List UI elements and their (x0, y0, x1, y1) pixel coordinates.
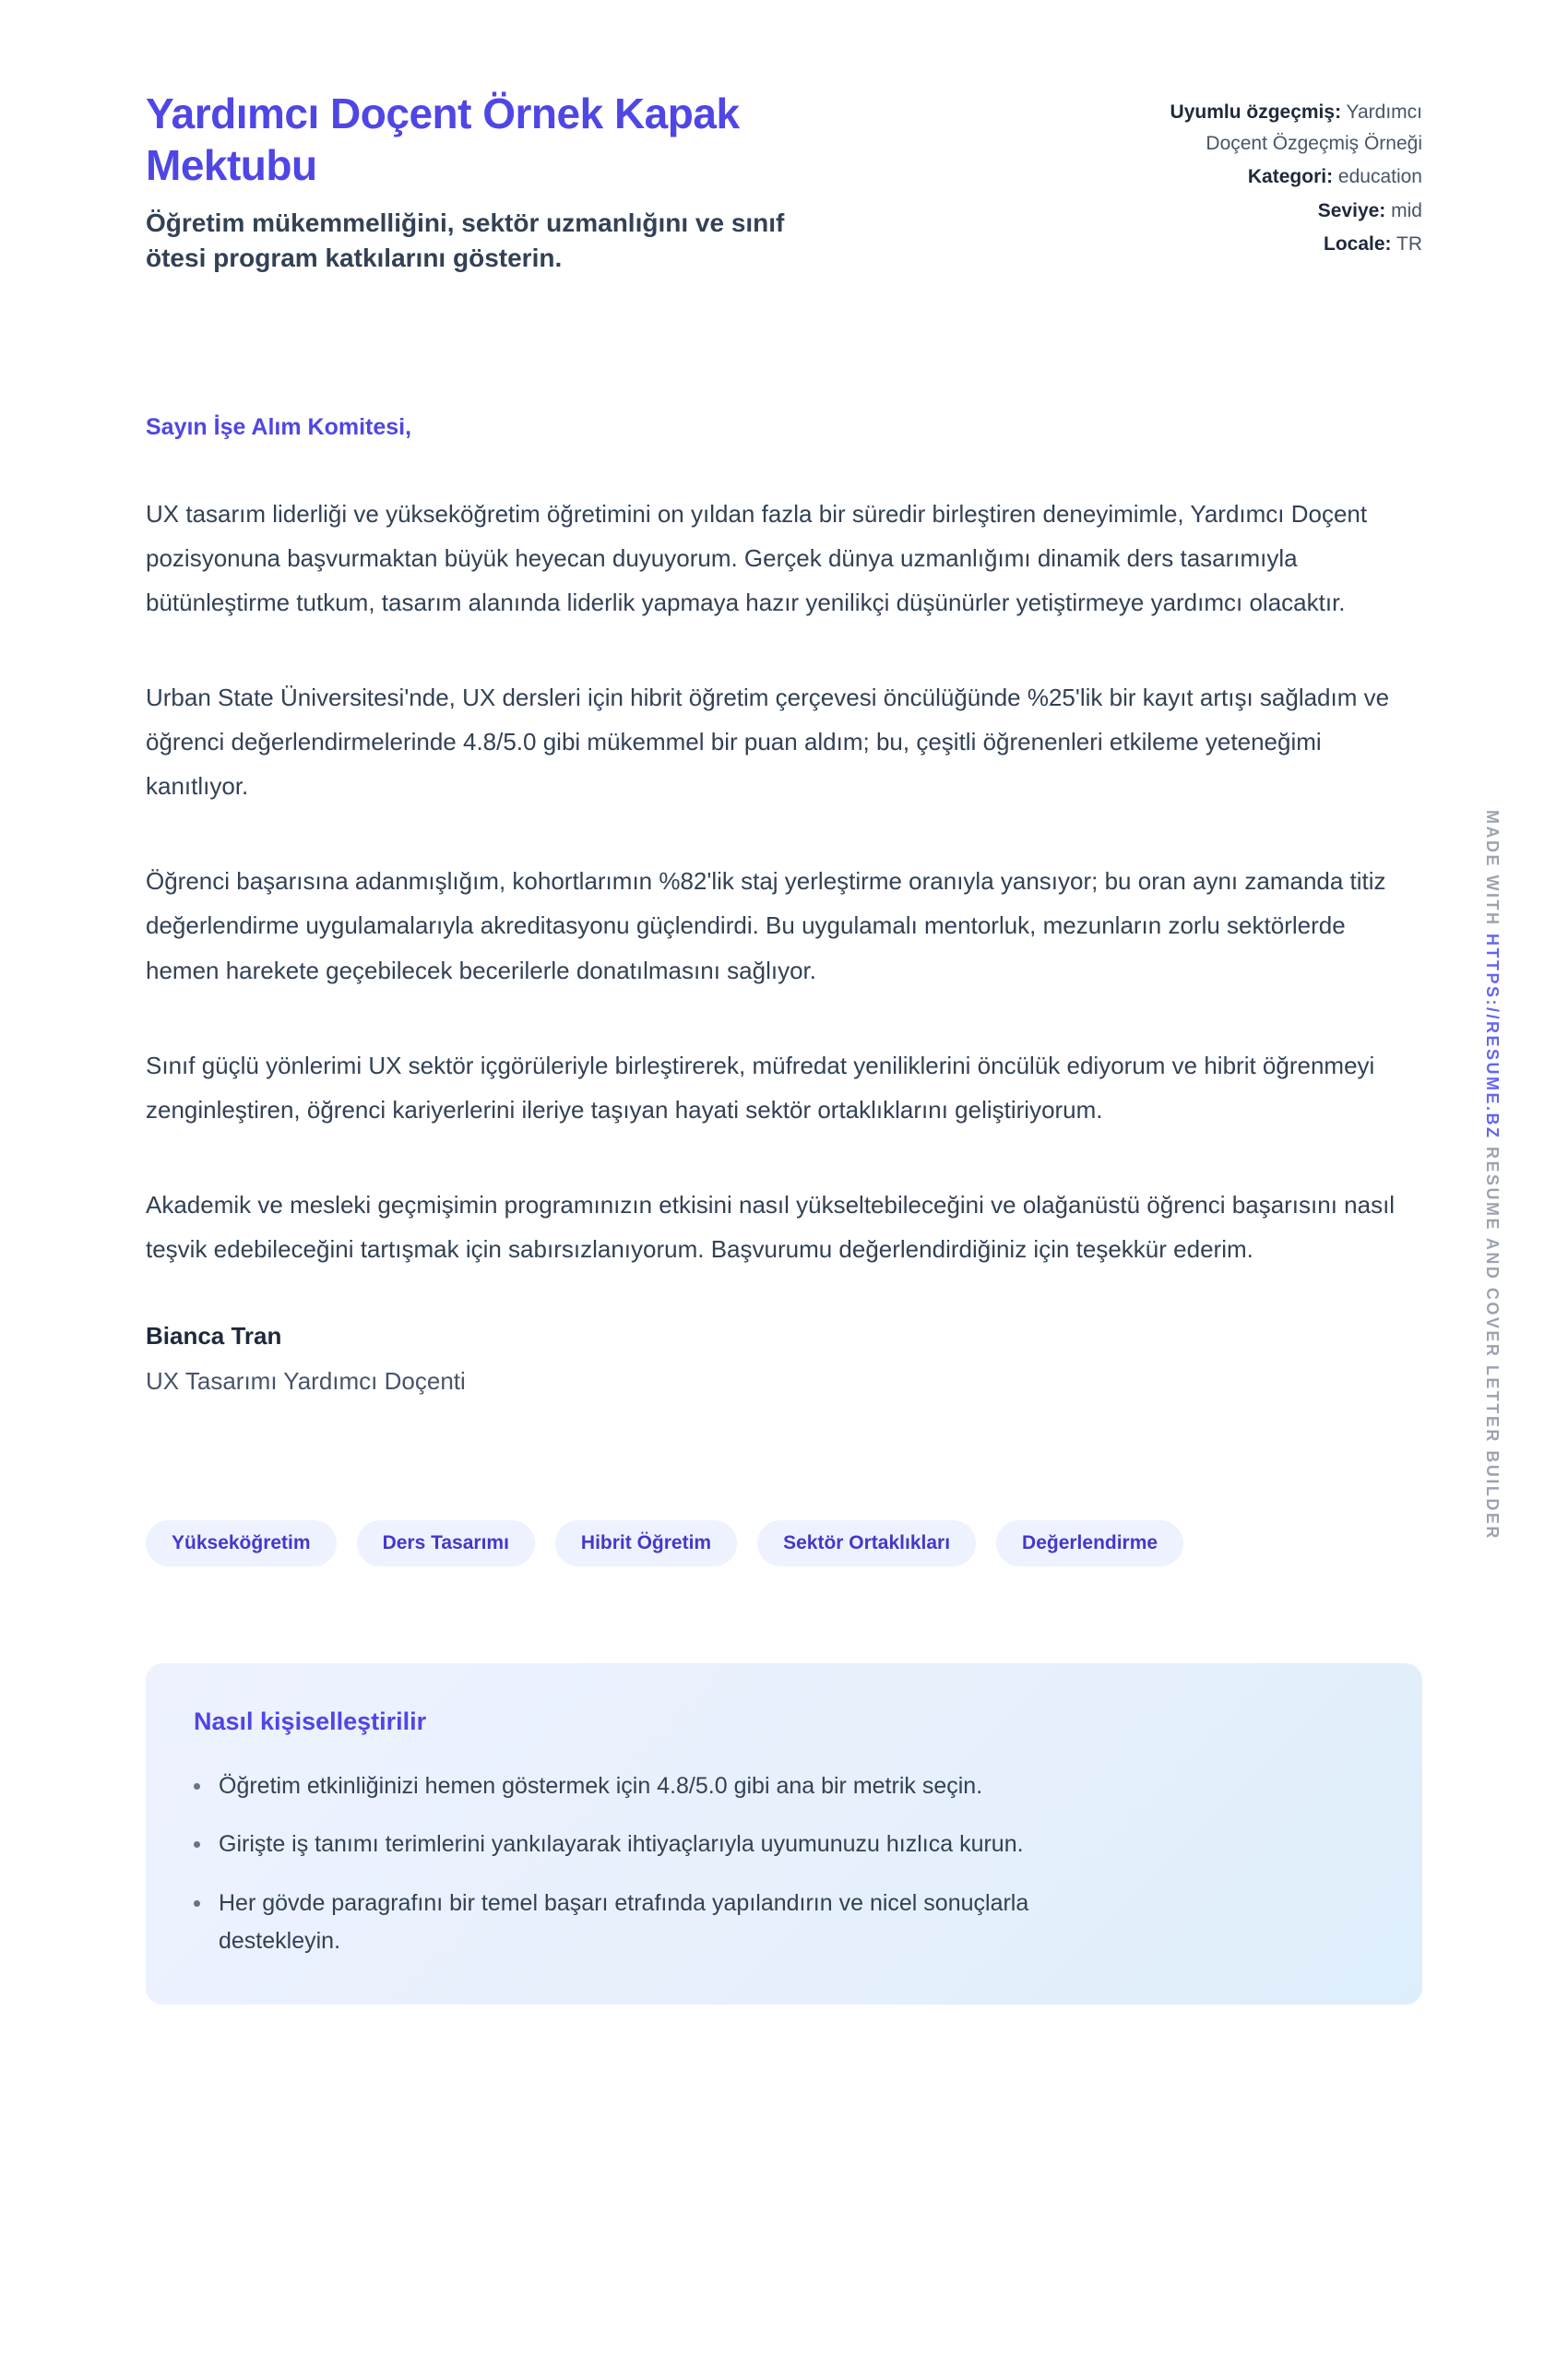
tag-chip[interactable]: Hibrit Öğretim (555, 1520, 737, 1566)
bullet-icon (194, 1900, 200, 1907)
tips-heading: Nasıl kişiselleştirilir (194, 1708, 427, 1736)
tip-text: Her gövde paragrafını bir temel başarı etrafında yapılandırın ve nicel sonuçlarla destekleyin. (219, 1889, 1029, 1954)
letter-paragraph: UX tasarım liderliği ve yükseköğretim öğretimini on yıldan fazla bir süredir birleştiren deneyimimle, Yardımcı Doçent pozisyonuna başvurmaktan büyük heyecan duyuyorum. Gerçek dünya uzmanlığımı dinamik ders tasarımıyla bütünleştirme tutkum, tasarım alanında liderlik yapmaya hazır yenilikçi düşünürler yetiştirmeye yardımcı olacaktır. (146, 499, 1368, 616)
letter-paragraph: Urban State Üniversitesi'nde, UX dersleri için hibrit öğretim çerçevesi öncülüğünde %25'lik bir kayıt artışı sağladım ve öğrenci değerlendirmelerinde 4.8/5.0 gibi mükemmel bir puan aldım; bu, çeşitli öğrenenleri etkileme yeteneğimi kanıtlıyor. (146, 684, 1390, 801)
letter-body (146, 492, 1422, 1271)
meta-resume-label: Uyumlu özgeçmiş: (1170, 101, 1342, 123)
tip-item (194, 1885, 1144, 1961)
page-subtitle: Öğretim mükemmelliğini, sektör uzmanlığını ve sınıf ötesi program katkılarını gösterin. (146, 208, 785, 273)
meta-row-category (1127, 161, 1422, 193)
letter-paragraph: Sınıf güçlü yönlerimi UX sektör içgörüleriyle birleştirerek, müfredat yeniliklerini öncülük ediyorum ve hibrit öğrenmeyi zenginleştiren, öğrenci kariyerlerini ileriye taşıyan hayati sektör ortaklıklarını geliştiriyorum. (146, 1051, 1375, 1124)
letter-paragraph: Akademik ve mesleki geçmişimin programınızın etkisini nasıl yükseltebileceğini ve olağanüstü öğrenci başarısını nasıl teşvik edebileceğini tartışmak için sabırsızlanıyorum. Başvurumu değerlendirdiğiniz için teşekkür ederim. (146, 1190, 1396, 1263)
tag-chip[interactable]: Ders Tasarımı (357, 1520, 535, 1566)
meta-locale-value: TR (1391, 233, 1422, 256)
tip-text: Girişte iş tanımı terimlerini yankılayarak ihtiyaçlarıyla uyumunuzu hızlıca kurun. (219, 1831, 1024, 1858)
meta-locale-label: Locale: (1324, 233, 1392, 256)
letter-salutation: Sayın İşe Alım Komitesi, (146, 413, 412, 440)
meta-level-value: mid (1385, 199, 1422, 221)
content-container (146, 0, 1422, 2005)
meta-category-value: education (1333, 166, 1422, 188)
meta-row-level (1127, 196, 1422, 227)
tag-list (146, 1520, 1422, 1566)
page-title: Yardımcı Doçent Örnek Kapak Mektubu (146, 89, 740, 190)
tip-item (194, 1767, 1144, 1805)
personalization-tips-box (146, 1663, 1422, 2005)
meta-row-locale (1127, 229, 1422, 260)
letter-paragraph: Öğrenci başarısına adanmışlığım, kohortlarımın %82'lik staj yerleştirme oranıyla yansıyor; bu oran aynı zamanda titiz değerlendirme uygulamalarıyla akreditasyonu güçlendirdi. Bu uygulamalı mentorluk, mezunların zorlu sektörlerde hemen harekete geçebilecek becerilerle donatılmasını sağlıyor. (146, 867, 1386, 984)
tag-chip[interactable]: Sektör Ortaklıkları (757, 1520, 976, 1566)
signature-block (146, 1322, 1422, 1396)
watermark-vertical-text (1482, 810, 1502, 1541)
header-title-block (146, 88, 874, 276)
tips-list (194, 1767, 1374, 1960)
meta-row-resume (1127, 97, 1422, 159)
bullet-icon (194, 1841, 200, 1848)
signature-title: UX Tasarımı Yardımcı Doçenti (146, 1367, 466, 1396)
tip-text: Öğretim etkinliğinizi hemen göstermek için 4.8/5.0 gibi ana bir metrik seçin. (219, 1773, 983, 1800)
meta-level-label: Seviye: (1317, 199, 1386, 221)
meta-panel (1127, 88, 1422, 263)
tip-item (194, 1826, 1144, 1863)
watermark-prefix: MADE WITH (1483, 810, 1502, 934)
watermark-link[interactable]: HTTPS://RESUME.BZ (1483, 933, 1502, 1140)
watermark-suffix: RESUME AND COVER LETTER BUILDER (1483, 1139, 1502, 1541)
page-header (146, 88, 1422, 276)
signature-name: Bianca Tran (146, 1322, 282, 1351)
tag-chip[interactable]: Yükseköğretim (146, 1520, 337, 1566)
bullet-icon (194, 1783, 200, 1790)
meta-resume-value: Yardımcı Doçent Özgeçmiş Örneği (1206, 101, 1422, 154)
meta-category-label: Kategori: (1247, 166, 1334, 188)
tag-chip[interactable]: Değerlendirme (996, 1520, 1183, 1566)
